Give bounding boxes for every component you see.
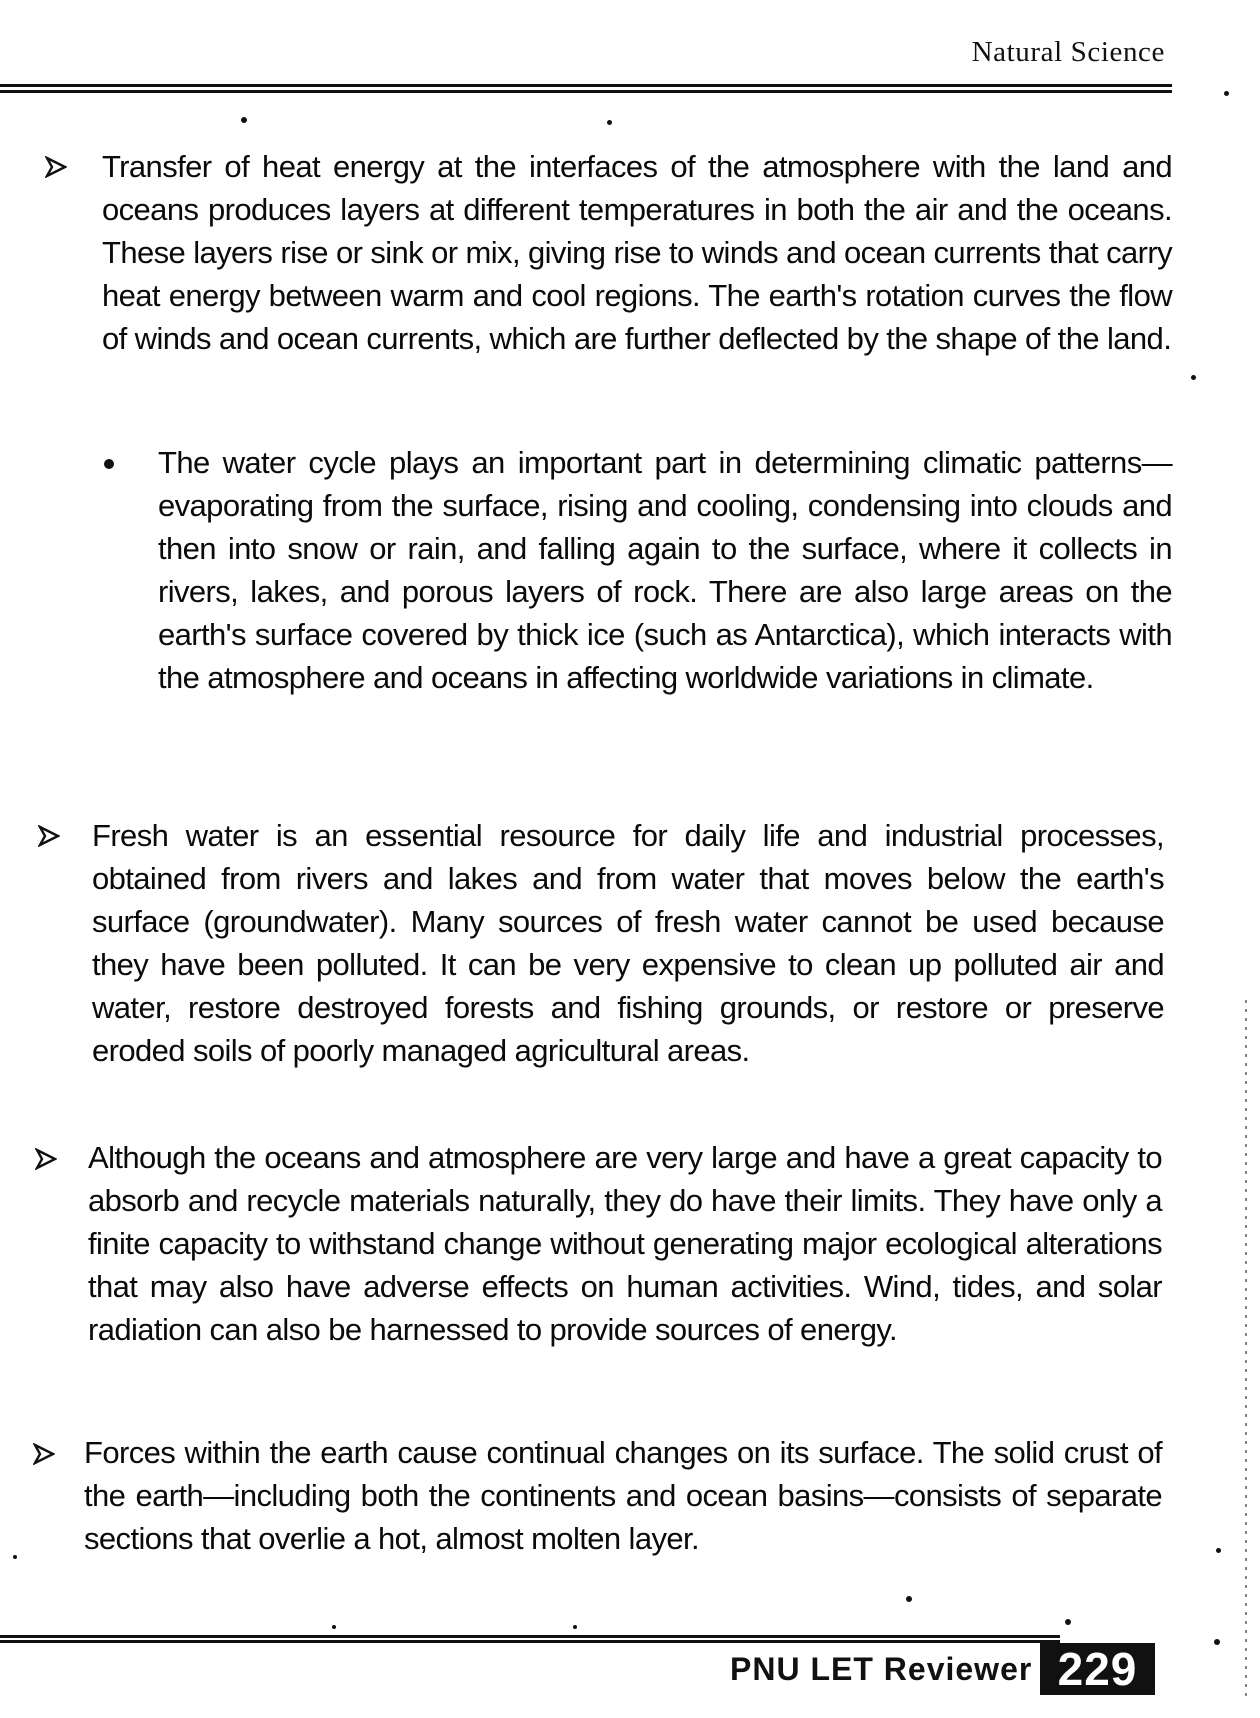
scan-speck <box>13 1555 17 1559</box>
list-item-text: Transfer of heat energy at the interfaces of the atmosphere with the land and oceans produces layers at different temperatures in both the air and the oceans. These layers rise or sink or mix, giving rise to winds and ocean currents that carry heat energy between warm and cool regions. The earth's rotation curves the flow of winds and ocean currents, which are further deflected by the shape of the land. <box>102 149 1172 356</box>
arrow-bullet-icon <box>38 825 60 847</box>
footer-rule-bottom <box>0 1640 1060 1643</box>
arrow-bullet-icon <box>45 156 67 178</box>
page-header <box>0 0 1260 100</box>
list-item-text: Although the oceans and atmosphere are very large and have a great capacity to absorb and recycle materials naturally, they do have their limits. They have only a finite capacity to withstand change without generating major ecological alterations that may also have adverse effects on human activities. Wind, tides, and solar radiation can also be harnessed to provide sources of energy. <box>88 1140 1162 1347</box>
scan-speck <box>241 117 247 123</box>
footer-rule-top <box>0 1635 1060 1638</box>
list-item-text: The water cycle plays an important part in determining climatic patterns—evaporating from the surface, rising and cooling, condensing into clouds and then into snow or rain, and falling again to the surface, where it collects in rivers, lakes, and porous layers of rock. There are also large areas on the earth's surface covered by thick ice (such as Antarctica), which interacts with the atmosphere and oceans in affecting worldwide variations in climate. <box>158 445 1172 695</box>
header-rule-bottom <box>0 90 1172 93</box>
scan-speck <box>607 120 612 125</box>
list-item <box>84 1431 1162 1560</box>
scan-speck <box>1224 91 1229 96</box>
list-item-text: Fresh water is an essential resource for daily life and industrial processes, obtained from rivers and lakes and from water that moves below the earth's surface (groundwater). Many sources of fresh water cannot be used because they have been polluted. It can be very expensive to clean up polluted air and water, restore destroyed forests and fishing grounds, or restore or preserve eroded soils of poorly managed agricultural areas. <box>92 818 1164 1068</box>
scan-speck <box>1191 375 1196 380</box>
page-number: 229 <box>1040 1643 1155 1695</box>
header-rule-top <box>0 84 1172 87</box>
book-title: PNU LET Reviewer <box>730 1651 1033 1687</box>
list-item <box>102 145 1172 360</box>
scan-edge-artifact <box>1245 1000 1247 1700</box>
scan-speck <box>1216 1548 1221 1553</box>
arrow-bullet-icon <box>33 1443 55 1465</box>
section-title: Natural Science <box>971 36 1165 68</box>
round-bullet-icon <box>104 459 114 469</box>
list-item-text: Forces within the earth cause continual changes on its surface. The solid crust of the earth—including both the continents and ocean basins—consists of separate sections that overlie a hot, almost molten layer. <box>84 1435 1162 1556</box>
page-footer <box>0 1600 1260 1718</box>
list-item <box>92 814 1164 1072</box>
list-item-nested <box>158 441 1172 699</box>
arrow-bullet-icon <box>35 1148 57 1170</box>
list-item <box>88 1136 1162 1351</box>
